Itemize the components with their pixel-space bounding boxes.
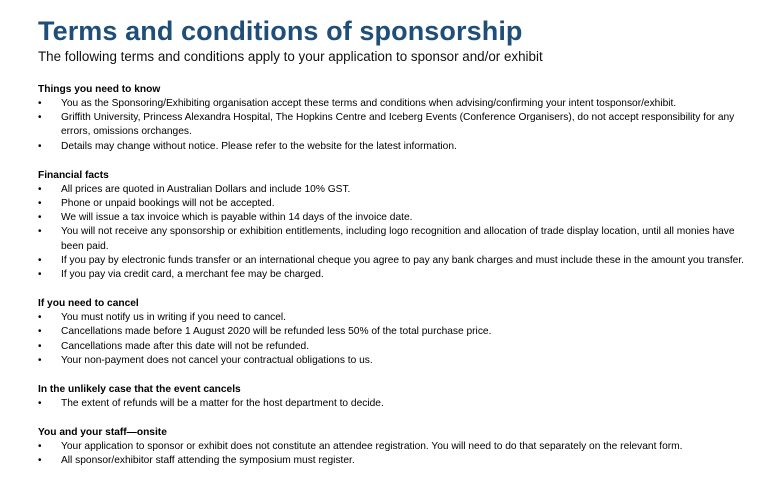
bullet-icon: •: [38, 398, 42, 410]
list-item: • You must notify us in writing if you need to cancel.: [38, 311, 758, 325]
section-heading: You and your staff—onsite: [38, 427, 167, 439]
page-subtitle: The following terms and conditions apply to your application to sponsor and/or exhibit: [38, 49, 543, 64]
bullet-icon: •: [38, 140, 42, 152]
list-item: • If you pay by electronic funds transfer or an international cheque you agree to pay any bank charges and must include these in the amount you transfer.: [38, 254, 758, 268]
bullet-icon: •: [38, 354, 42, 366]
section-financial-facts: [38, 169, 758, 282]
section-event-cancels: [38, 383, 758, 411]
section-heading: Financial facts: [38, 169, 109, 181]
section-things-to-know: [38, 83, 758, 154]
bullet-list: [38, 183, 758, 282]
bullet-icon: •: [38, 269, 42, 281]
list-item: • Cancellations made after this date will not be refunded.: [38, 340, 758, 354]
list-item: • We will issue a tax invoice which is payable within 14 days of the invoice date.: [38, 211, 758, 225]
list-item: • Your non-payment does not cancel your contractual obligations to us.: [38, 354, 758, 368]
list-item: • All prices are quoted in Australian Dollars and include 10% GST.: [38, 183, 758, 197]
list-item: • The extent of refunds will be a matter for the host department to decide.: [38, 397, 758, 411]
section-heading: In the unlikely case that the event cancels: [38, 384, 241, 396]
section-heading: Things you need to know: [38, 84, 161, 95]
page-title: Terms and conditions of sponsorship: [38, 16, 523, 46]
bullet-list: [38, 397, 758, 411]
document-page: [38, 14, 758, 469]
bullet-icon: •: [38, 226, 42, 238]
list-item: • Details may change without notice. Please refer to the website for the latest information.: [38, 140, 758, 154]
list-item: • Phone or unpaid bookings will not be accepted.: [38, 197, 758, 211]
section-heading: If you need to cancel: [38, 298, 139, 310]
bullet-list: [38, 440, 758, 468]
bullet-icon: •: [38, 183, 42, 195]
bullet-icon: •: [38, 212, 42, 224]
list-item: • All sponsor/exhibitor staff attending the symposium must register.: [38, 454, 758, 468]
section-staff-onsite: [38, 426, 758, 468]
section-cancel: [38, 297, 758, 368]
bullet-icon: •: [38, 98, 42, 109]
bullet-icon: •: [38, 326, 42, 338]
bullet-icon: •: [38, 312, 42, 324]
bullet-icon: •: [38, 198, 42, 210]
list-item: • Griffith University, Princess Alexandra Hospital, The Hopkins Centre and Iceberg Events (Conference Organisers), do not accept responsibility for any errors, omissions orchanges.: [38, 112, 735, 138]
bullet-list: [38, 97, 758, 154]
list-item: • You will not receive any sponsorship or exhibition entitlements, including logo recognition and allocation of trade display location, until all monies have been paid.: [38, 226, 735, 252]
bullet-list: [38, 311, 758, 368]
list-item: • You as the Sponsoring/Exhibiting organisation accept these terms and conditions when advising/confirming your intent tosponsor/exhibit.: [38, 97, 758, 111]
bullet-icon: •: [38, 254, 42, 266]
bullet-icon: •: [38, 455, 42, 467]
bullet-icon: •: [38, 112, 42, 124]
list-item: • If you pay via credit card, a merchant fee may be charged.: [38, 268, 758, 282]
bullet-icon: •: [38, 340, 42, 352]
list-item: • Cancellations made before 1 August 2020 will be refunded less 50% of the total purchase price.: [38, 325, 758, 339]
list-item: • Your application to sponsor or exhibit does not constitute an attendee registration. You will need to do that separately on the relevant form.: [38, 440, 758, 454]
bullet-icon: •: [38, 441, 42, 453]
